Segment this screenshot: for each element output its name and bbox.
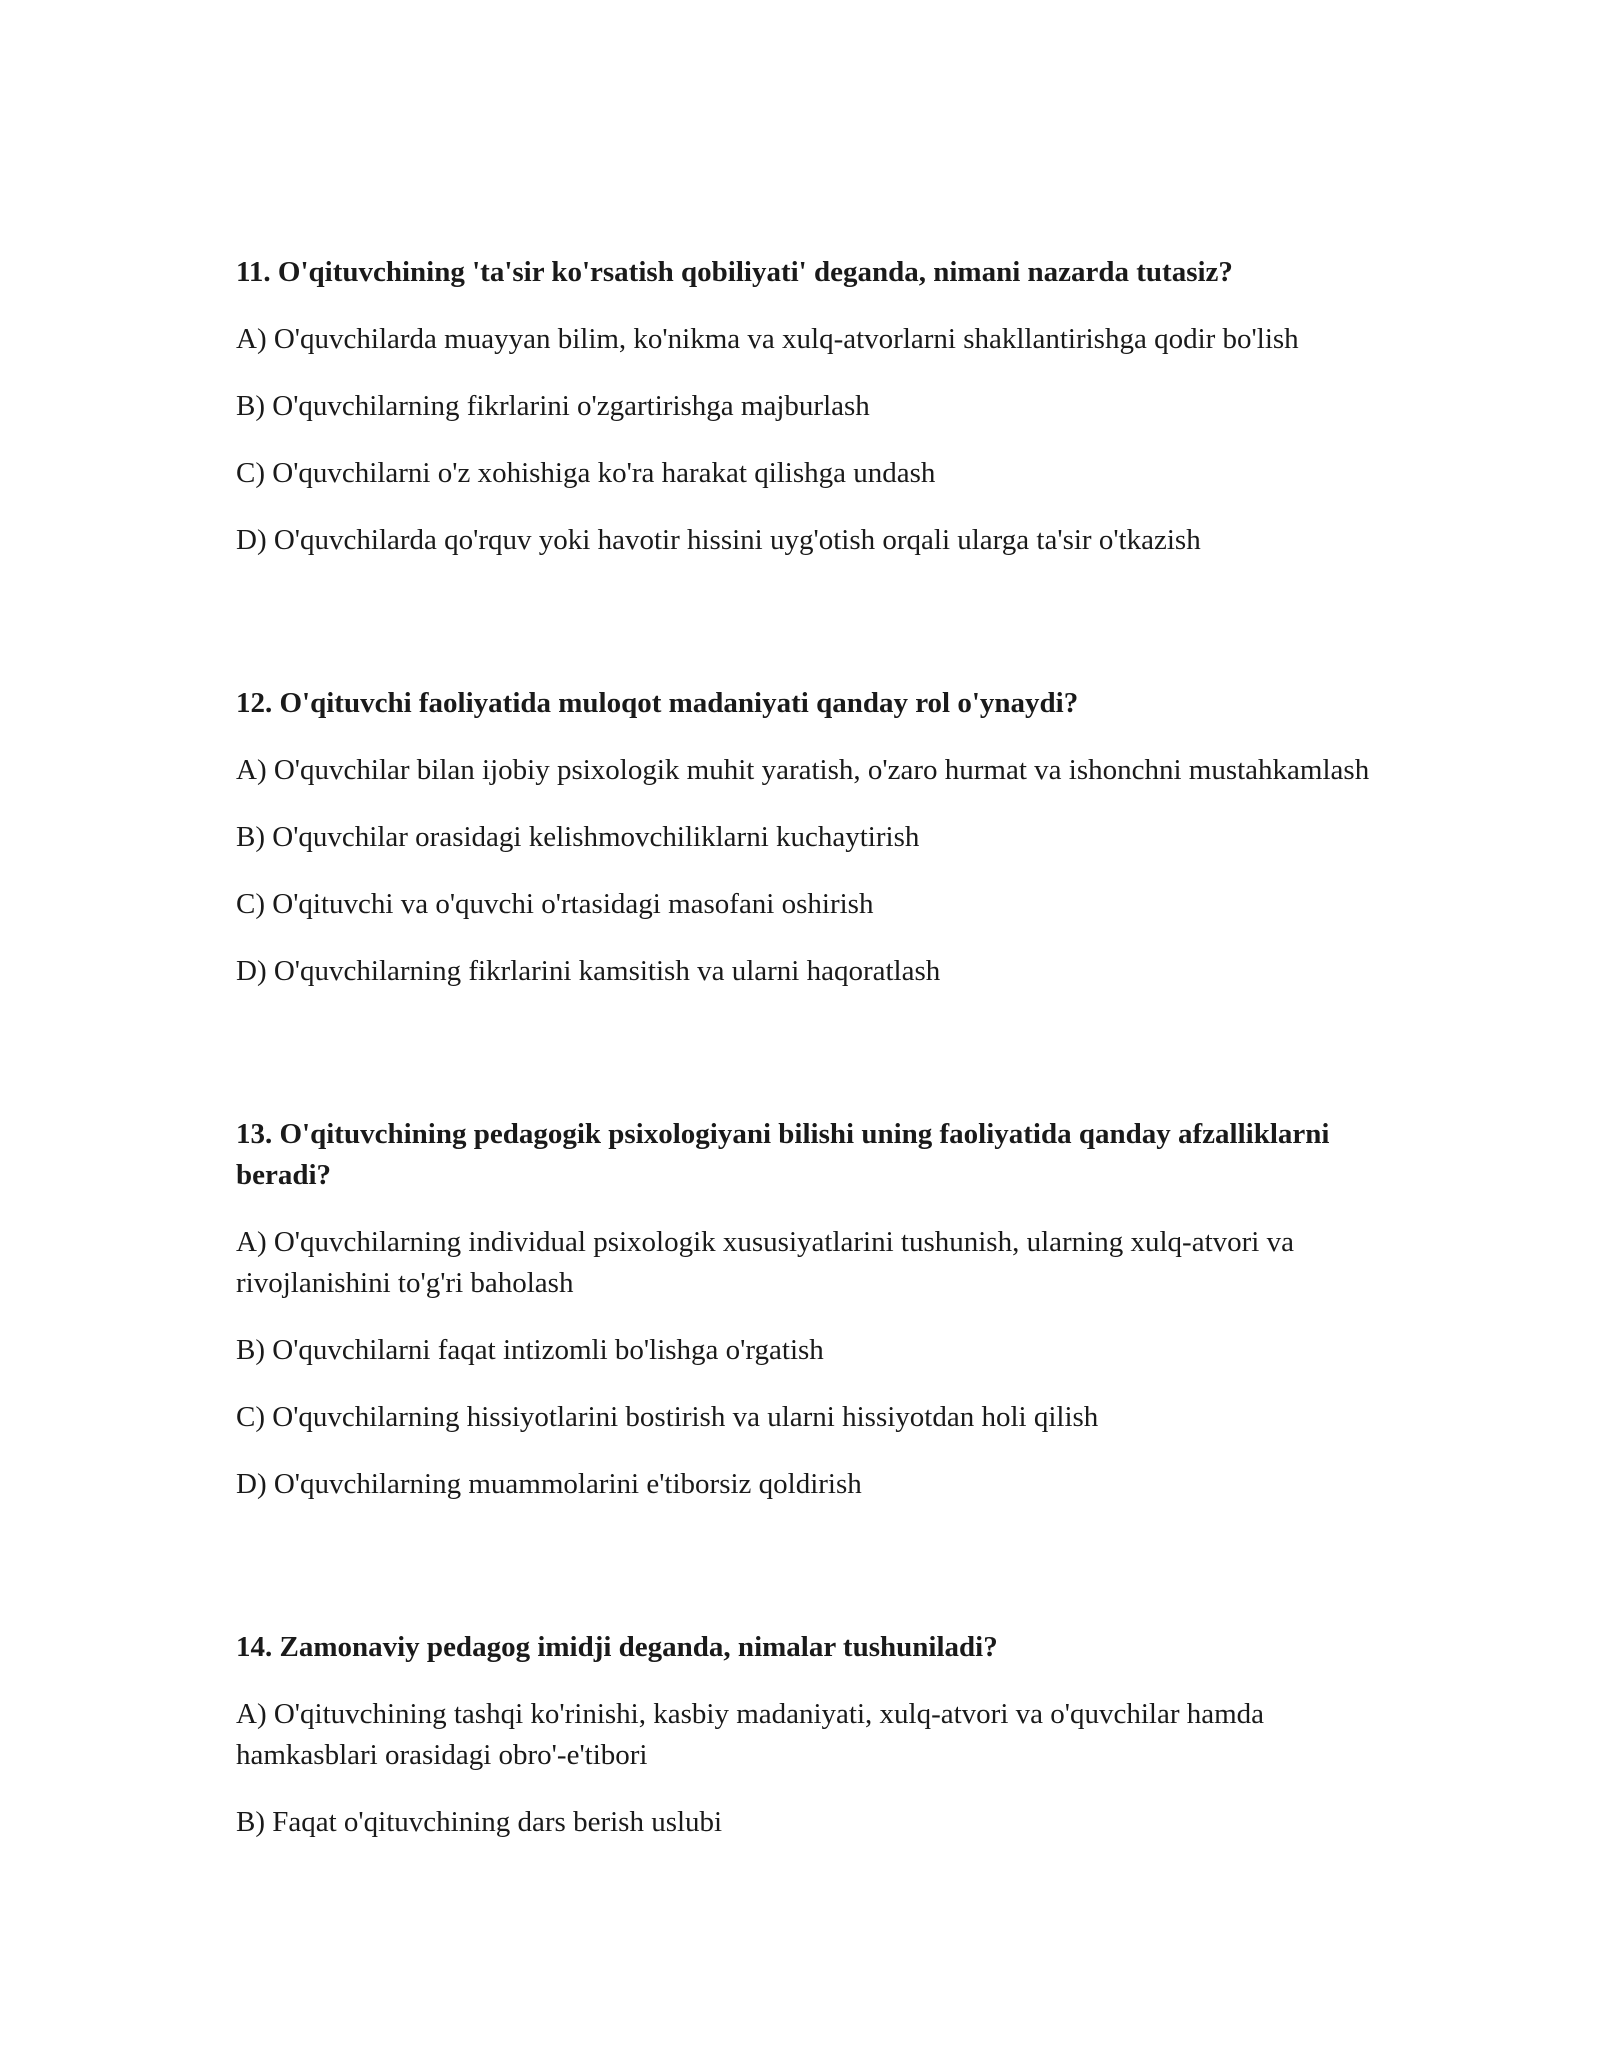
answer-option-d: D) O'quvchilarning muammolarini e'tiborsiz qoldirish — [236, 1468, 862, 1500]
answer-option-a: A) O'quvchilarning individual psixologik xususiyatlarini tushunish, ularning xulq-atvori va rivojlanishini to'g'ri baholash — [236, 1226, 1294, 1299]
answer-option-c: C) O'quvchilarni o'z xohishiga ko'ra harakat qilishga undash — [236, 457, 936, 489]
answer-option-a: A) O'qituvchining tashqi ko'rinishi, kasbiy madaniyati, xulq-atvori va o'quvchilar hamda hamkasblari orasidagi obro'-e'tibori — [236, 1698, 1265, 1771]
question-14 — [236, 1627, 1372, 1843]
answer-option-d: D) O'quvchilarning fikrlarini kamsitish va ularni haqoratlash — [236, 955, 941, 987]
document-page — [236, 252, 1372, 1843]
question-title: 13. O'qituvchining pedagogik psixologiyani bilishi uning faoliyatida qanday afzalliklarni beradi? — [236, 1118, 1330, 1191]
answer-option-a: A) O'quvchilar bilan ijobiy psixologik muhit yaratish, o'zaro hurmat va ishonchni mustahkamlash — [236, 754, 1370, 786]
question-title: 11. O'qituvchining 'ta'sir ko'rsatish qobiliyati' deganda, nimani nazarda tutasiz? — [236, 256, 1233, 288]
answer-option-b: B) O'quvchilarning fikrlarini o'zgartirishga majburlash — [236, 390, 870, 422]
question-13 — [236, 1114, 1372, 1505]
answer-option-d: D) O'quvchilarda qo'rquv yoki havotir hissini uyg'otish orqali ularga ta'sir o'tkazish — [236, 524, 1201, 556]
answer-option-a: A) O'quvchilarda muayyan bilim, ko'nikma va xulq-atvorlarni shakllantirishga qodir bo'lish — [236, 323, 1299, 355]
answer-option-b: B) O'quvchilarni faqat intizomli bo'lishga o'rgatish — [236, 1334, 824, 1366]
answer-option-b: B) Faqat o'qituvchining dars berish uslubi — [236, 1806, 723, 1838]
question-11 — [236, 252, 1372, 561]
question-title: 12. O'qituvchi faoliyatida muloqot madaniyati qanday rol o'ynaydi? — [236, 687, 1079, 719]
answer-option-b: B) O'quvchilar orasidagi kelishmovchiliklarni kuchaytirish — [236, 821, 920, 853]
answer-option-c: C) O'qituvchi va o'quvchi o'rtasidagi masofani oshirish — [236, 888, 874, 920]
answer-option-c: C) O'quvchilarning hissiyotlarini bostirish va ularni hissiyotdan holi qilish — [236, 1401, 1099, 1433]
question-title: 14. Zamonaviy pedagog imidji deganda, nimalar tushuniladi? — [236, 1631, 998, 1663]
question-12 — [236, 683, 1372, 992]
